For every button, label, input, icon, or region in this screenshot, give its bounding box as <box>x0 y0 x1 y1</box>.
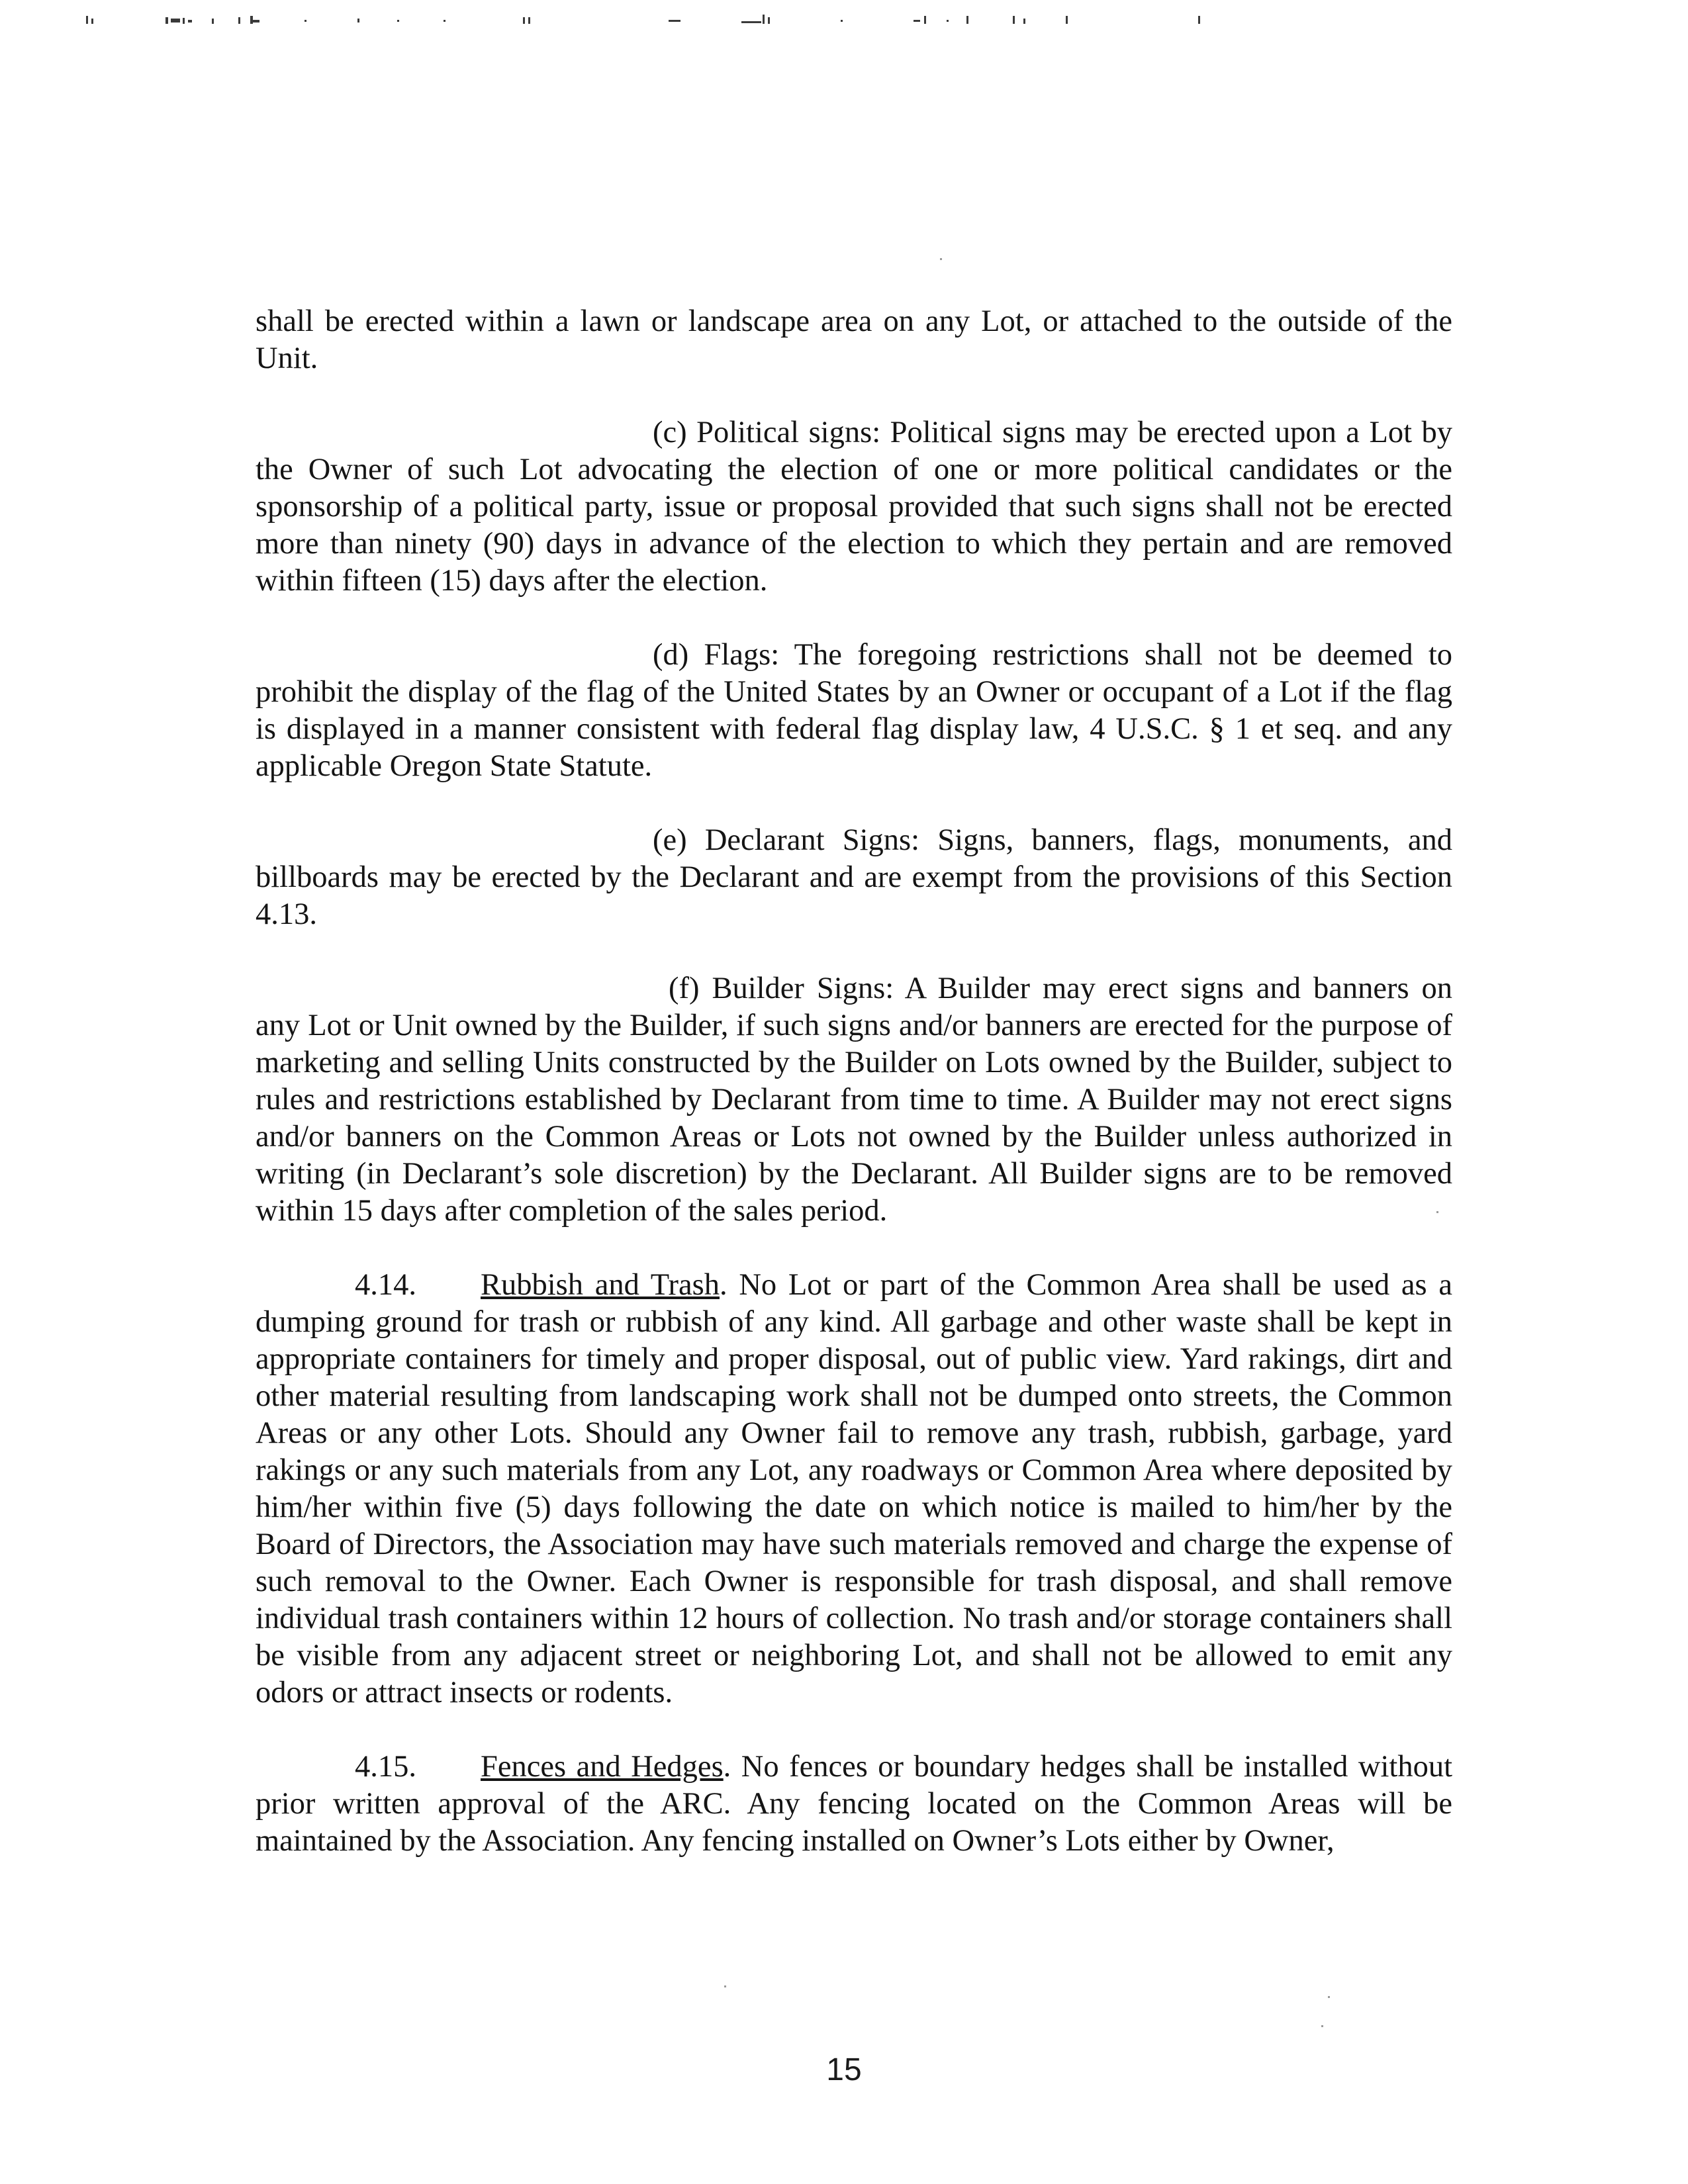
subsection-label: (c) <box>653 416 687 449</box>
section-number: 4.14. <box>355 1268 416 1302</box>
scan-speck <box>724 1985 726 1987</box>
subsection-text: Political signs: Political signs may be erected upon a Lot by the Owner of such Lot advocating the election of one or more political candidates or the sponsorship of a political party, issue or proposal provided that such signs shall not be erected more than ninety (90) days in advance of the election to which they pertain and are removed within fifteen (15) days after the election. <box>256 416 1453 598</box>
section-heading: Fences and Hedges <box>481 1750 724 1784</box>
page-number: 15 <box>826 2052 862 2087</box>
subsection-text: Declarant Signs: Signs, banners, flags, monuments, and billboards may be erected by the Declarant and are exempt from the provisions of this Section 4.13. <box>256 823 1453 931</box>
scan-speck <box>1321 2025 1323 2027</box>
section-heading: Rubbish and Trash <box>481 1268 720 1302</box>
subsection-label: (e) <box>653 823 687 857</box>
subsection-text: Flags: The foregoing restrictions shall not be deemed to prohibit the display of the flag of the United States by an Owner or occupant of a Lot if the flag is displayed in a manner consistent with federal flag display law, 4 U.S.C. § 1 et seq. and any applicable Oregon State Statute. <box>256 638 1453 783</box>
subsection-label: (f) <box>669 972 700 1005</box>
section-4-14 <box>256 1267 1452 1711</box>
scan-speck <box>1328 1996 1330 1998</box>
section-text: . No Lot or part of the Common Area shall be used as a dumping ground for trash or rubbish of any kind. All garbage and other waste shall be kept in appropriate containers for timely and proper disposal, out of public view. Yard rakings, dirt and other material resulting from landscaping work shall not be dumped onto streets, the Common Areas or any other Lots. Should any Owner fail to remove any trash, rubbish, garbage, yard rakings or any such materials from any Lot, any roadways or Common Area where deposited by him/her within five (5) days following the date on which notice is mailed to him/her by the Board of Directors, the Association may have such materials removed and charge the expense of such removal to the Owner. Each Owner is responsible for trash disposal, and shall remove individual trash containers within 12 hours of collection. No trash and/or storage containers shall be visible from any adjacent street or neighboring Lot, and shall not be allowed to emit any odors or attract insects or rodents. <box>256 1268 1452 1709</box>
subsection-text: Builder Signs: A Builder may erect signs and banners on any Lot or Unit owned by the Builder, if such signs and/or banners are erected for the purpose of marketing and selling Units constructed by the Builder on Lots owned by the Builder, subject to rules and restrictions established by Declarant from time to time. A Builder may not erect signs and/or banners on the Common Areas or Lots not owned by the Builder unless authorized in writing (in Declarant’s sole discretion) by the Declarant. All Builder signs are to be removed within 15 days after completion of the sales period. <box>256 972 1453 1228</box>
scan-speck <box>940 258 942 260</box>
section-4-15 <box>256 1749 1452 1860</box>
document-body <box>256 303 1452 1897</box>
subsection-c <box>256 414 1452 600</box>
subsection-label: (d) <box>653 638 689 672</box>
subsection-f <box>256 970 1452 1230</box>
subsection-e <box>256 822 1452 933</box>
section-number: 4.15. <box>355 1750 416 1784</box>
continuation-paragraph: shall be erected within a lawn or landscape area on any Lot, or attached to the outside of the Unit. <box>256 304 1452 375</box>
subsection-d <box>256 637 1452 785</box>
scan-artifact-strip <box>86 12 1291 26</box>
section-text: . No fences or boundary hedges shall be installed without prior written approval of the ARC. Any fencing located on the Common Areas will be maintained by the Association. Any fencing installed on Owner’s Lots either by Owner, <box>256 1750 1452 1858</box>
